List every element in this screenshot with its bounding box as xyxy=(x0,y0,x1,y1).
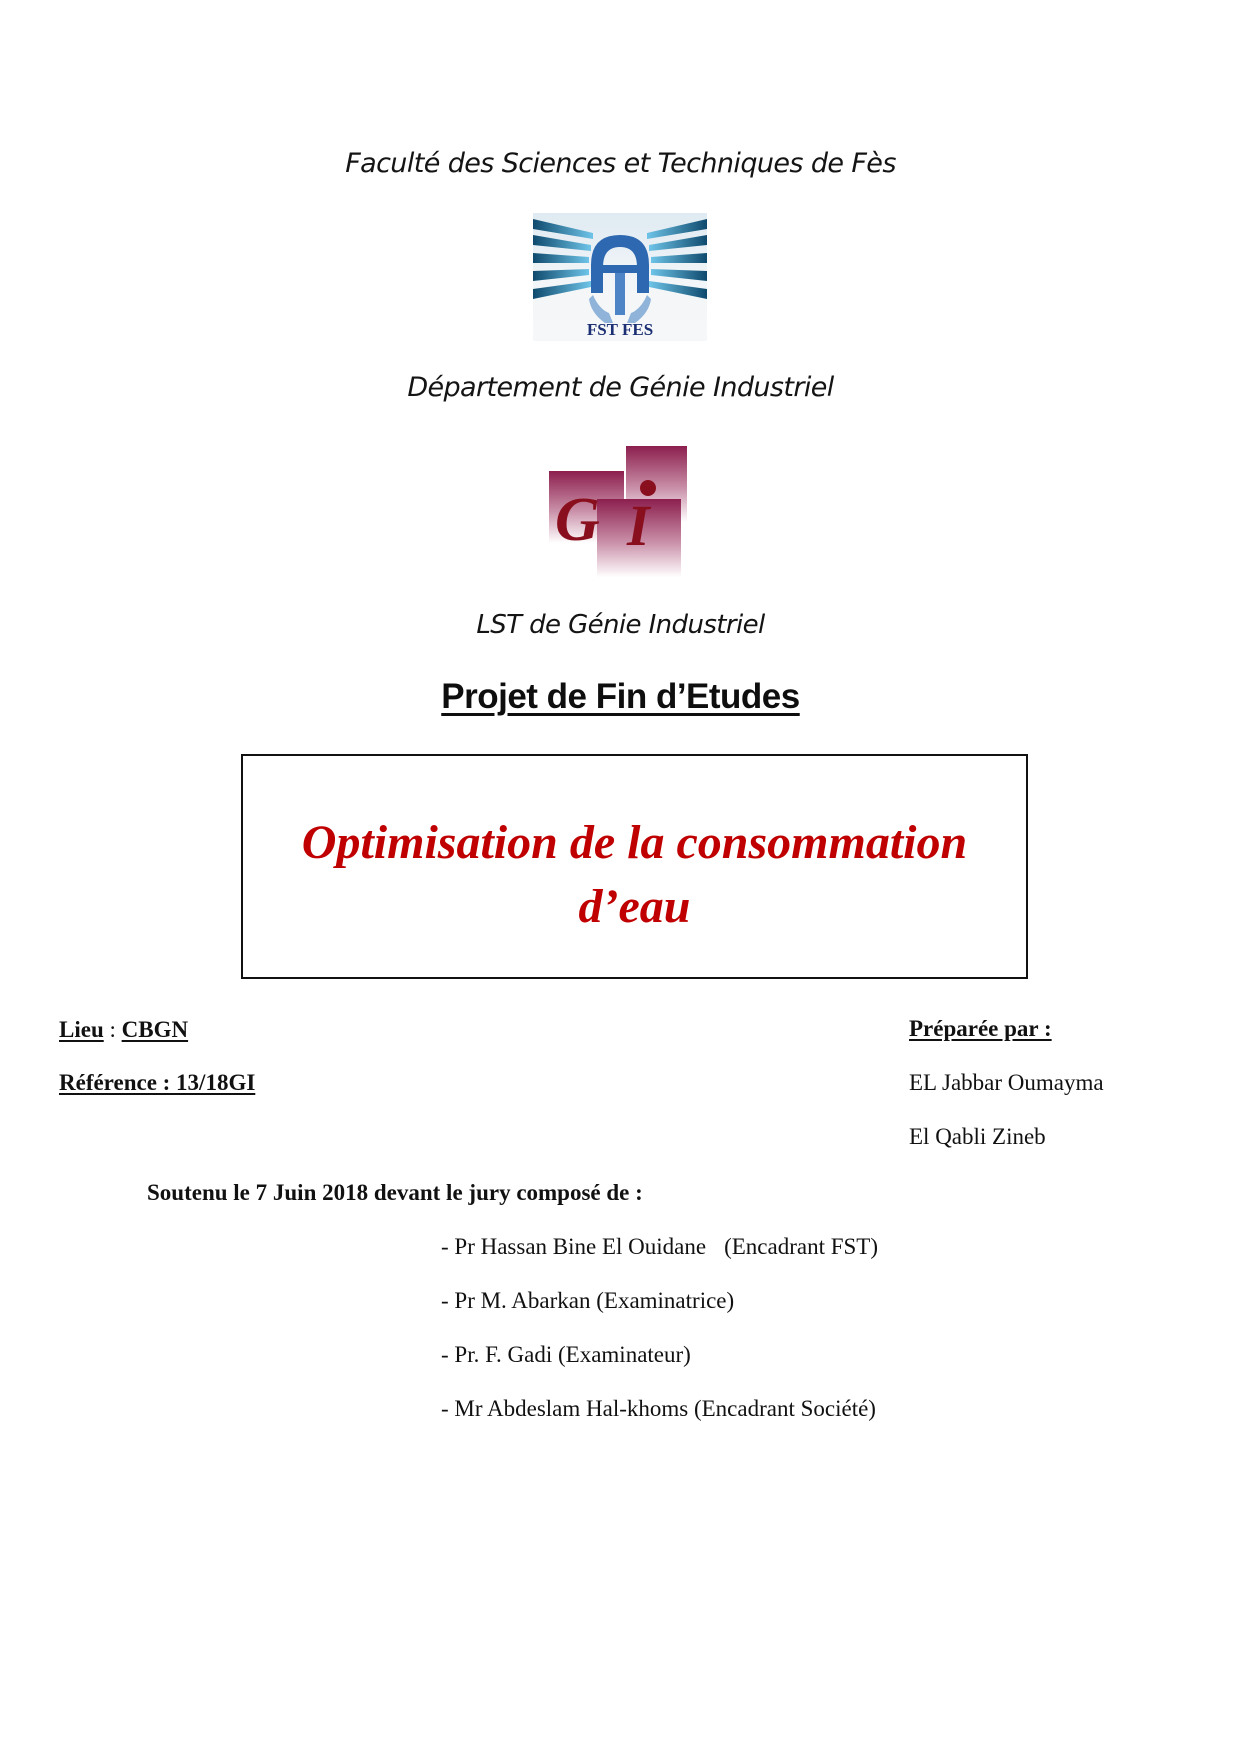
program-name: LST de Génie Industriel xyxy=(476,610,765,640)
jury-member-role: (Encadrant Société) xyxy=(693,1396,876,1421)
location-value: CBGN xyxy=(121,1017,189,1042)
jury-member-name: - Pr Hassan Bine El Ouidane xyxy=(441,1234,707,1259)
location-label: Lieu xyxy=(59,1017,104,1042)
prepared-by-label: Préparée par : xyxy=(909,1016,1052,1041)
jury-member xyxy=(441,1396,876,1422)
title-box xyxy=(241,754,1028,979)
jury-member-name: - Pr. F. Gadi xyxy=(441,1342,553,1367)
jury-member-role: (Examinateur) xyxy=(558,1342,691,1367)
title-line-1: Optimisation de la consommation xyxy=(301,816,968,869)
jury-member xyxy=(441,1234,878,1260)
fst-fes-logo xyxy=(533,213,707,341)
jury-member-name: - Mr Abdeslam Hal-khoms xyxy=(441,1396,689,1421)
document-title xyxy=(243,811,1026,939)
jury-member-role: (Encadrant FST) xyxy=(724,1234,879,1259)
gi-logo-icon xyxy=(545,440,695,580)
faculty-name: Faculté des Sciences et Techniques de Fès xyxy=(345,148,896,179)
location-line xyxy=(59,1017,188,1043)
jury-member xyxy=(441,1288,734,1314)
location-separator: : xyxy=(103,1017,122,1042)
document-type-heading xyxy=(0,677,1241,717)
document-type-text: Projet de Fin d’Etudes xyxy=(441,677,800,716)
svg-text:FST FES: FST FES xyxy=(586,320,654,339)
title-line-2: d’eau xyxy=(578,880,691,933)
department-name: Département de Génie Industriel xyxy=(407,372,834,403)
svg-text:I: I xyxy=(627,493,650,558)
fst-emblem-icon xyxy=(533,213,707,341)
gi-department-logo xyxy=(545,440,695,580)
author-name: El Qabli Zineb xyxy=(909,1124,1046,1149)
reference-line: Référence : 13/18GI xyxy=(59,1070,256,1095)
jury-member-name: - Pr M. Abarkan xyxy=(441,1288,591,1313)
author-name: EL Jabbar Oumayma xyxy=(909,1070,1104,1095)
defense-statement: Soutenu le 7 Juin 2018 devant le jury composé de : xyxy=(147,1180,643,1205)
jury-member xyxy=(441,1342,691,1368)
svg-text:G: G xyxy=(555,486,600,554)
jury-member-role: (Examinatrice) xyxy=(596,1288,735,1313)
